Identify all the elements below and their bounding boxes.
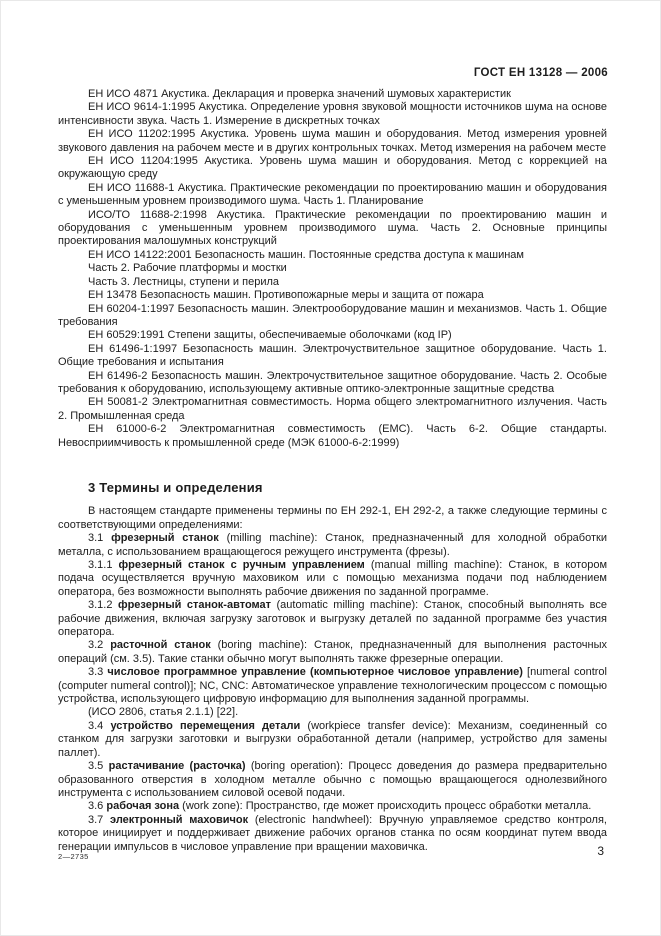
body-text: ЕН 61000-6-2 Электромагнитная совместимость (ЕМС). Часть 6-2. Общие стандарты. Невосприимчивость к промышленной среде (МЭК 61000-6-2:1999) xyxy=(58,423,607,449)
paragraph xyxy=(58,343,607,370)
body-text: (work zone): Пространство, где может происходить процесс обработки металла. xyxy=(179,800,592,813)
body-text: ЕН 60529:1991 Степени защиты, обеспечиваемые оболочками (код IP) xyxy=(88,329,452,342)
paragraph xyxy=(58,666,607,706)
body-text: 3.5 xyxy=(88,760,109,773)
page-number: 3 xyxy=(597,844,604,858)
paragraph xyxy=(58,800,607,813)
paragraph xyxy=(58,276,607,289)
body-text: ЕН 61496-2 Безопасность машин. Электрочуствительное защитное оборудование. Часть 2. Особые требования к оборудованию, использующему активные оптико-электронные защитные средства xyxy=(58,369,607,395)
body-text: ИСО/ТО 11688-2:1998 Акустика. Практические рекомендации по проектированию машин и оборудования с уменьшенным уровнем производимого шума. Часть 2. Основные принципы проектирования малошумных конструкций xyxy=(58,208,607,248)
paragraph xyxy=(58,599,607,639)
paragraph xyxy=(58,303,607,330)
body-text: ЕН ИСО 4871 Акустика. Декларация и проверка значений шумовых характеристик xyxy=(88,88,511,100)
normative-references-section xyxy=(58,88,607,450)
paragraph xyxy=(58,760,607,800)
paragraph xyxy=(58,720,607,760)
paragraph xyxy=(58,370,607,397)
body-text: В настоящем стандарте применены термины по ЕН 292-1, ЕН 292-2, а также следующие термины с соответствующими определениями: xyxy=(58,505,607,531)
body-text: 3.7 xyxy=(88,813,111,826)
body-text: ЕН ИСО 11688-1 Акустика. Практические рекомендации по проектированию машин и оборудования с уменьшенным уровнем производимого шума. Часть 1. Планирование xyxy=(58,181,607,208)
term-bold-text: фрезерный станок-автомат xyxy=(117,599,272,612)
paragraph xyxy=(58,209,607,249)
body-text: (ИСО 2806, статья 2.1.1) [22]. xyxy=(88,706,239,719)
paragraph xyxy=(58,396,607,423)
body-text: ЕН 13478 Безопасность машин. Противопожарные меры и защита от пожара xyxy=(88,289,484,302)
body-text: (manual milling machine): Станок, в котором подача осуществляется вручную маховиком или с помощью механизма подачи под наблюдением оператора, без возможности выполнять рабочие движения по заданной программе. xyxy=(58,559,608,598)
body-text: 3.2 xyxy=(88,639,111,652)
paragraph xyxy=(58,559,607,599)
term-bold-text: числовое программное управление (компьютерное числовое управление) xyxy=(107,666,523,679)
paragraph xyxy=(58,262,607,275)
term-bold-text: растачивание (расточка) xyxy=(108,760,246,773)
paragraph xyxy=(58,505,607,532)
body-text: (boring operation): Процесс доведения до размера предварительно образованного отверстия в холодном металле обычно с помощью вращающегося однолезвийного инструмента с использованием силовой осевой подачи. xyxy=(58,760,607,799)
body-text: [numeral control (computer numeral control)]; NC, CNC: Автоматическое управление технологическим процессом с помощью устройства, использующего цифровую информацию для выполнения заданной программы. xyxy=(58,666,607,706)
paragraph xyxy=(58,182,607,209)
page-content xyxy=(58,88,607,854)
body-text: ЕН ИСО 9614-1:1995 Акустика. Определение уровня звуковой мощности источников шума на основе интенсивности звука. Часть 1. Измерение в дискретных точках xyxy=(58,101,607,127)
term-bold-text: рабочая зона xyxy=(106,800,180,813)
body-text: ЕН ИСО 11202:1995 Акустика. Уровень шума машин и оборудования. Метод измерения уровней звукового давления на рабочем месте и в других контрольных точках. Метод измерения на рабочем месте xyxy=(58,128,607,154)
document-number-header: ГОСТ ЕН 13128 — 2006 xyxy=(473,67,608,79)
body-text: 3.1.1 xyxy=(88,559,119,571)
terms-definitions-section xyxy=(58,505,607,854)
term-bold-text: фрезерный станок xyxy=(111,532,219,545)
paragraph xyxy=(58,532,607,559)
body-text: ЕН 60204-1:1997 Безопасность машин. Электрооборудование машин и механизмов. Часть 1. Общие требования xyxy=(58,302,607,328)
body-text: (automatic milling machine): Станок, способный выполнять все рабочие движения, включая загрузку заготовок и выгрузку деталей по заданной программе без участия оператора. xyxy=(58,599,607,639)
print-order-number: 2—2735 xyxy=(58,852,89,861)
body-text: 3.4 xyxy=(88,719,111,732)
body-text: 3.3 xyxy=(88,666,108,679)
body-text: Часть 3. Лестницы, ступени и перила xyxy=(88,275,280,288)
body-text: (milling machine): Станок, предназначенный для холодной обработки металла, с использованием вращающегося режущего инструмента (фрезы). xyxy=(58,532,607,558)
body-text: (workpiece transfer device): Механизм, соединенный со станком для загрузки заготовки и выгрузки обработанной детали (например, устройство для замены паллет). xyxy=(58,719,607,759)
paragraph xyxy=(58,706,607,719)
body-text: 3.6 xyxy=(88,800,107,813)
term-bold-text: фрезерный станок с ручным управлением xyxy=(118,559,365,571)
paragraph xyxy=(58,289,607,302)
paragraph xyxy=(58,329,607,342)
paragraph xyxy=(58,639,607,666)
body-text: (boring machine): Станок, предназначенный для выполнения расточных операций (см. 3.5). Такие станки обычно могут выполнять также фрезерные операции. xyxy=(58,639,607,665)
paragraph xyxy=(58,128,607,155)
paragraph xyxy=(58,814,607,854)
body-text: ЕН ИСО 14122:2001 Безопасность машин. Постоянные средства доступа к машинам xyxy=(88,248,524,261)
body-text: ЕН 61496-1:1997 Безопасность машин. Электрочуствительное защитное оборудование. Часть 1. Общие требования и испытания xyxy=(58,342,607,369)
body-text: ЕН 50081-2 Электромагнитная совместимость. Норма общего электромагнитного излучения. Часть 2. Промышленная среда xyxy=(58,396,607,422)
paragraph xyxy=(58,249,607,262)
term-bold-text: расточной станок xyxy=(110,639,211,652)
body-text: ЕН ИСО 11204:1995 Акустика. Уровень шума машин и оборудования. Метод с коррекцией на окружающую среду xyxy=(58,155,607,181)
paragraph xyxy=(58,155,607,182)
section-heading: 3 Термины и определения xyxy=(88,479,263,495)
term-bold-text: электронный маховичок xyxy=(110,813,249,826)
paragraph xyxy=(58,423,607,450)
paragraph xyxy=(58,88,607,101)
body-text: 3.1.2 xyxy=(88,599,118,612)
body-text: 3.1 xyxy=(88,532,112,545)
body-text: Часть 2. Рабочие платформы и мостки xyxy=(88,262,287,275)
body-text: (electronic handwheel): Вручную управляемое средство контроля, которое инициирует и поддерживает движение рабочих органов станка по осям координат путем ввода генерации импульсов в числовое управление при вращении маховичка. xyxy=(58,813,607,853)
paragraph xyxy=(58,101,607,128)
term-bold-text: устройство перемещения детали xyxy=(110,719,301,732)
